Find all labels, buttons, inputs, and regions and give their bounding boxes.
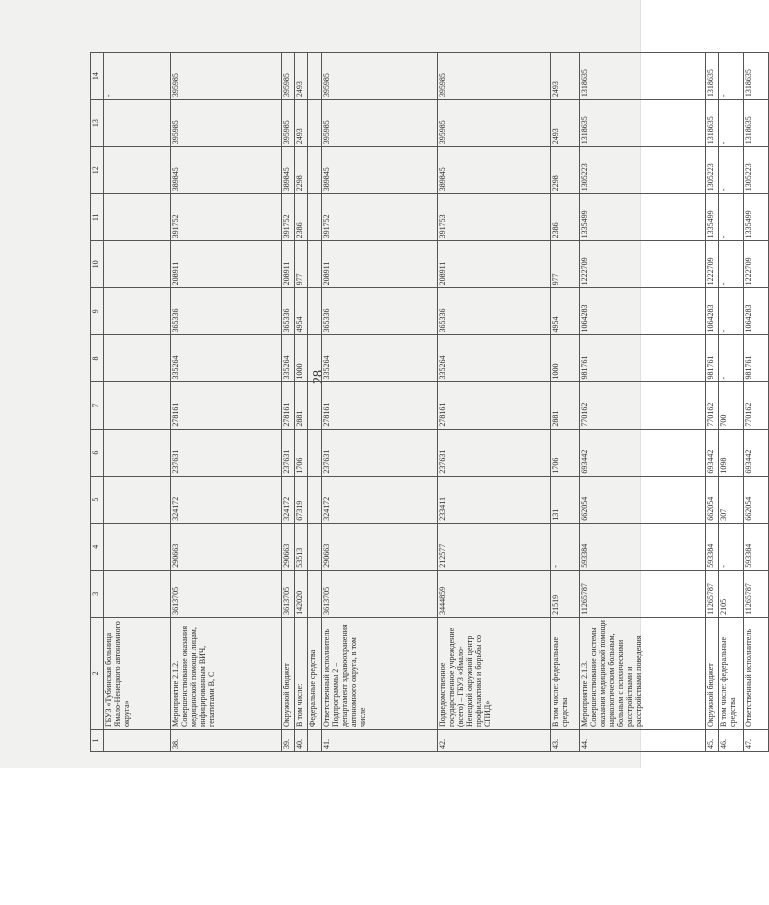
value-cell: 237631 xyxy=(322,429,438,476)
table-row xyxy=(551,53,580,752)
page-number: 28 xyxy=(311,370,326,384)
value-cell: 237631 xyxy=(282,429,295,476)
value-cell: 11265787 xyxy=(706,570,719,617)
table-row xyxy=(322,53,438,752)
value-cell xyxy=(308,523,322,570)
value-cell: 335264 xyxy=(282,335,295,382)
value-cell: 278161 xyxy=(171,382,282,429)
value-cell: 2386 xyxy=(295,194,308,241)
value-cell: 2386 xyxy=(551,194,580,241)
value-cell: 977 xyxy=(551,241,580,288)
value-cell xyxy=(104,335,171,382)
header-row xyxy=(91,53,104,752)
row-label-cell: Мероприятие 2.1.2. Совершенствование оказания медицинской помощи лицам, инфицированным ВИЧ, гепатитами В, С xyxy=(171,617,282,729)
row-number-cell: 38. xyxy=(171,729,282,751)
value-cell: 208911 xyxy=(438,241,551,288)
value-cell: 208911 xyxy=(282,241,295,288)
value-cell: - xyxy=(719,53,744,100)
value-cell xyxy=(308,476,322,523)
value-cell xyxy=(104,382,171,429)
value-cell: 395985 xyxy=(171,100,282,147)
value-cell: 290663 xyxy=(282,523,295,570)
value-cell: 395985 xyxy=(322,100,438,147)
value-cell xyxy=(308,194,322,241)
value-cell xyxy=(104,241,171,288)
value-cell: 1098 xyxy=(719,429,744,476)
value-cell: 770162 xyxy=(706,382,719,429)
value-cell: 2881 xyxy=(551,382,580,429)
value-cell: 2881 xyxy=(295,382,308,429)
value-cell xyxy=(308,100,322,147)
table-row xyxy=(308,53,322,752)
value-cell xyxy=(308,53,322,100)
value-cell: - xyxy=(719,523,744,570)
value-cell: 395985 xyxy=(438,53,551,100)
value-cell: 1706 xyxy=(295,429,308,476)
table-body xyxy=(104,53,769,752)
value-cell xyxy=(308,335,322,382)
header-cell: 2 xyxy=(91,617,104,729)
value-cell: 335264 xyxy=(171,335,282,382)
header-cell: 4 xyxy=(91,523,104,570)
value-cell: 1318635 xyxy=(706,53,719,100)
value-cell: 395985 xyxy=(171,53,282,100)
table-row xyxy=(744,53,769,752)
value-cell: 395985 xyxy=(322,53,438,100)
value-cell: 1222709 xyxy=(706,241,719,288)
value-cell: 1335499 xyxy=(580,194,706,241)
value-cell: 977 xyxy=(295,241,308,288)
value-cell: 1000 xyxy=(295,335,308,382)
value-cell xyxy=(308,429,322,476)
value-cell: - xyxy=(719,335,744,382)
value-cell: 53513 xyxy=(295,523,308,570)
value-cell: 365336 xyxy=(322,288,438,335)
row-label-cell: ГБУЗ «Тубинская больница Ямало-Ненецкого автономного округа» xyxy=(104,617,171,729)
value-cell: 700 xyxy=(719,382,744,429)
header-cell: 14 xyxy=(91,53,104,100)
value-cell: - xyxy=(104,53,171,100)
value-cell: 324172 xyxy=(322,476,438,523)
value-cell: 1318635 xyxy=(744,53,769,100)
table-row xyxy=(104,53,171,752)
value-cell: 662054 xyxy=(744,476,769,523)
value-cell xyxy=(104,429,171,476)
value-cell: 662054 xyxy=(706,476,719,523)
value-cell: 290663 xyxy=(322,523,438,570)
value-cell: 4954 xyxy=(551,288,580,335)
value-cell xyxy=(104,194,171,241)
row-number-cell: 44. xyxy=(580,729,706,751)
budget-table xyxy=(90,52,769,752)
value-cell: 693442 xyxy=(706,429,719,476)
value-cell: 593384 xyxy=(706,523,719,570)
value-cell: 1064283 xyxy=(580,288,706,335)
row-number-cell: 47. xyxy=(744,729,769,751)
value-cell: 1305223 xyxy=(706,147,719,194)
value-cell: 365336 xyxy=(438,288,551,335)
value-cell: 21519 xyxy=(551,570,580,617)
value-cell: 307 xyxy=(719,476,744,523)
value-cell xyxy=(308,147,322,194)
value-cell: 389845 xyxy=(438,147,551,194)
value-cell: 237631 xyxy=(171,429,282,476)
value-cell: 1305223 xyxy=(580,147,706,194)
value-cell: 142020 xyxy=(295,570,308,617)
value-cell: 2298 xyxy=(295,147,308,194)
value-cell: 395985 xyxy=(438,100,551,147)
row-number-cell: 46. xyxy=(719,729,744,751)
value-cell xyxy=(104,147,171,194)
value-cell: 335264 xyxy=(322,335,438,382)
table-row xyxy=(295,53,308,752)
row-label-cell: Федеральные средства xyxy=(308,617,322,729)
value-cell: 981761 xyxy=(706,335,719,382)
value-cell: 1064283 xyxy=(744,288,769,335)
value-cell: 391753 xyxy=(438,194,551,241)
row-number-cell xyxy=(308,729,322,751)
value-cell: 981761 xyxy=(744,335,769,382)
value-cell: 278161 xyxy=(438,382,551,429)
row-number-cell: 41. xyxy=(322,729,438,751)
table-row xyxy=(282,53,295,752)
value-cell xyxy=(104,100,171,147)
value-cell: 389845 xyxy=(171,147,282,194)
value-cell: 1318635 xyxy=(580,100,706,147)
value-cell: - xyxy=(719,100,744,147)
value-cell: 208911 xyxy=(171,241,282,288)
value-cell: 391752 xyxy=(282,194,295,241)
row-label-cell: Ответственный исполнитель xyxy=(744,617,769,729)
table-row xyxy=(706,53,719,752)
header-cell: 7 xyxy=(91,382,104,429)
value-cell: 593384 xyxy=(580,523,706,570)
row-label-cell: В том числе: xyxy=(295,617,308,729)
value-cell: 1222709 xyxy=(580,241,706,288)
value-cell: 662054 xyxy=(580,476,706,523)
value-cell: 389845 xyxy=(322,147,438,194)
value-cell: - xyxy=(719,194,744,241)
value-cell: 1222709 xyxy=(744,241,769,288)
value-cell: 335264 xyxy=(438,335,551,382)
value-cell: 693442 xyxy=(744,429,769,476)
value-cell: 324172 xyxy=(171,476,282,523)
value-cell: 2298 xyxy=(551,147,580,194)
value-cell: - xyxy=(719,241,744,288)
row-label-cell: В том числе: федеральные средства xyxy=(719,617,744,729)
value-cell: - xyxy=(551,523,580,570)
value-cell: 2493 xyxy=(551,100,580,147)
header-cell: 9 xyxy=(91,288,104,335)
value-cell: 391752 xyxy=(171,194,282,241)
value-cell: 1318635 xyxy=(580,53,706,100)
value-cell: 3444859 xyxy=(438,570,551,617)
value-cell xyxy=(104,288,171,335)
value-cell: - xyxy=(719,147,744,194)
row-number-cell: 42. xyxy=(438,729,551,751)
row-number-cell: 40. xyxy=(295,729,308,751)
value-cell: 1706 xyxy=(551,429,580,476)
row-label-cell: Окружной бюджет xyxy=(706,617,719,729)
value-cell: 3613705 xyxy=(322,570,438,617)
value-cell: 365336 xyxy=(282,288,295,335)
header-cell: 10 xyxy=(91,241,104,288)
table-row xyxy=(719,53,744,752)
header-cell: 1 xyxy=(91,729,104,751)
row-label-cell: Окружной бюджет xyxy=(282,617,295,729)
value-cell: 2105 xyxy=(719,570,744,617)
value-cell: 770162 xyxy=(744,382,769,429)
table-row xyxy=(580,53,706,752)
value-cell: 593384 xyxy=(744,523,769,570)
value-cell: 290663 xyxy=(171,523,282,570)
value-cell: 324172 xyxy=(282,476,295,523)
value-cell xyxy=(308,382,322,429)
value-cell: 11265787 xyxy=(580,570,706,617)
value-cell: - xyxy=(719,288,744,335)
table-row xyxy=(438,53,551,752)
value-cell xyxy=(104,523,171,570)
value-cell: 981761 xyxy=(580,335,706,382)
value-cell: 1305223 xyxy=(744,147,769,194)
value-cell: 2493 xyxy=(295,53,308,100)
value-cell xyxy=(104,570,171,617)
value-cell: 67319 xyxy=(295,476,308,523)
header-cell: 12 xyxy=(91,147,104,194)
value-cell: 1064283 xyxy=(706,288,719,335)
header-cell: 8 xyxy=(91,335,104,382)
header-cell: 13 xyxy=(91,100,104,147)
value-cell: 212577 xyxy=(438,523,551,570)
value-cell xyxy=(308,241,322,288)
value-cell: 693442 xyxy=(580,429,706,476)
value-cell: 1335499 xyxy=(744,194,769,241)
row-number-cell: 45. xyxy=(706,729,719,751)
row-label-cell: В том числе: федеральные средства xyxy=(551,617,580,729)
value-cell: 365336 xyxy=(171,288,282,335)
value-cell xyxy=(308,288,322,335)
value-cell: 3613705 xyxy=(171,570,282,617)
value-cell: 3613705 xyxy=(282,570,295,617)
value-cell: 11265787 xyxy=(744,570,769,617)
value-cell: 1318635 xyxy=(744,100,769,147)
value-cell: 770162 xyxy=(580,382,706,429)
rotated-table-container xyxy=(90,52,753,752)
value-cell: 233411 xyxy=(438,476,551,523)
header-cell: 6 xyxy=(91,429,104,476)
value-cell: 4954 xyxy=(295,288,308,335)
value-cell: 278161 xyxy=(282,382,295,429)
header-cell: 3 xyxy=(91,570,104,617)
value-cell xyxy=(104,476,171,523)
row-label-cell: Подведомственное государственное учреждение (всего) – ГБУЗ «Ямало-Ненецкий окружной центр профилактики и борьбы со СПИД» xyxy=(438,617,551,729)
table-row xyxy=(171,53,282,752)
value-cell: 2493 xyxy=(551,53,580,100)
header-cell: 11 xyxy=(91,194,104,241)
row-number-cell: 43. xyxy=(551,729,580,751)
value-cell xyxy=(308,570,322,617)
row-label-cell: Ответственный исполнитель Подпрограммы 2 – департамент здравоохранения автономного округа, в том числе xyxy=(322,617,438,729)
value-cell: 1000 xyxy=(551,335,580,382)
header-cell: 5 xyxy=(91,476,104,523)
row-label-cell: Мероприятие 2.1.3. Совершенствование системы оказания медицинской помощи наркологическим больным, больным с психическими расстройствами и расстройствами поведения xyxy=(580,617,706,729)
value-cell: 237631 xyxy=(438,429,551,476)
value-cell: 131 xyxy=(551,476,580,523)
value-cell: 395985 xyxy=(282,53,295,100)
value-cell: 395985 xyxy=(282,100,295,147)
value-cell: 208911 xyxy=(322,241,438,288)
value-cell: 1318635 xyxy=(706,100,719,147)
value-cell: 2493 xyxy=(295,100,308,147)
value-cell: 278161 xyxy=(322,382,438,429)
row-number-cell xyxy=(104,729,171,751)
row-number-cell: 39. xyxy=(282,729,295,751)
value-cell: 1335499 xyxy=(706,194,719,241)
value-cell: 389845 xyxy=(282,147,295,194)
value-cell: 391752 xyxy=(322,194,438,241)
